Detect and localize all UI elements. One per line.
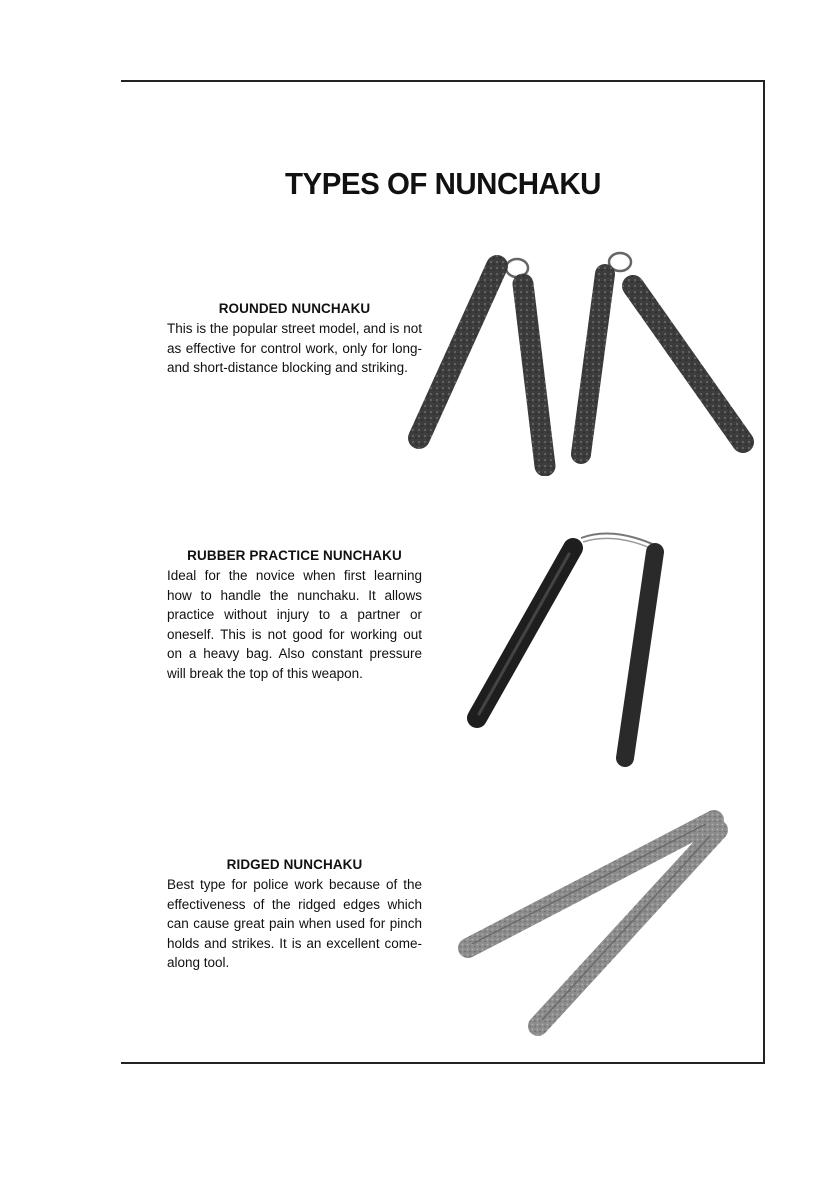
section-ridged-nunchaku <box>167 857 422 973</box>
section-heading: RIDGED NUNCHAKU <box>226 857 363 872</box>
section-rounded-nunchaku <box>167 301 422 378</box>
section-body: Best type for police work because of the effectiveness of the ridged edges which can cause great pain when used for pinch holds and strikes. It is an excellent come-along tool. <box>167 877 422 970</box>
ridged-nunchaku-photo <box>456 808 736 1038</box>
section-body: Ideal for the novice when first learning how to handle the nunchaku. It allows practice without injury to a partner or oneself. This is not good for working out on a heavy bag. Also constant pressure will break the top of this weapon. <box>167 568 422 681</box>
section-body: This is the popular street model, and is not as effective for control work, only for long- and short-distance blocking and striking. <box>167 321 422 375</box>
section-heading: ROUNDED NUNCHAKU <box>218 301 371 316</box>
section-rubber-practice-nunchaku <box>167 548 422 683</box>
rubber-nunchaku-photo <box>463 522 673 772</box>
rounded-nunchaku-photo <box>405 248 757 476</box>
page-title: TYPES OF NUNCHAKU <box>285 166 601 201</box>
section-heading: RUBBER PRACTICE NUNCHAKU <box>187 548 402 563</box>
